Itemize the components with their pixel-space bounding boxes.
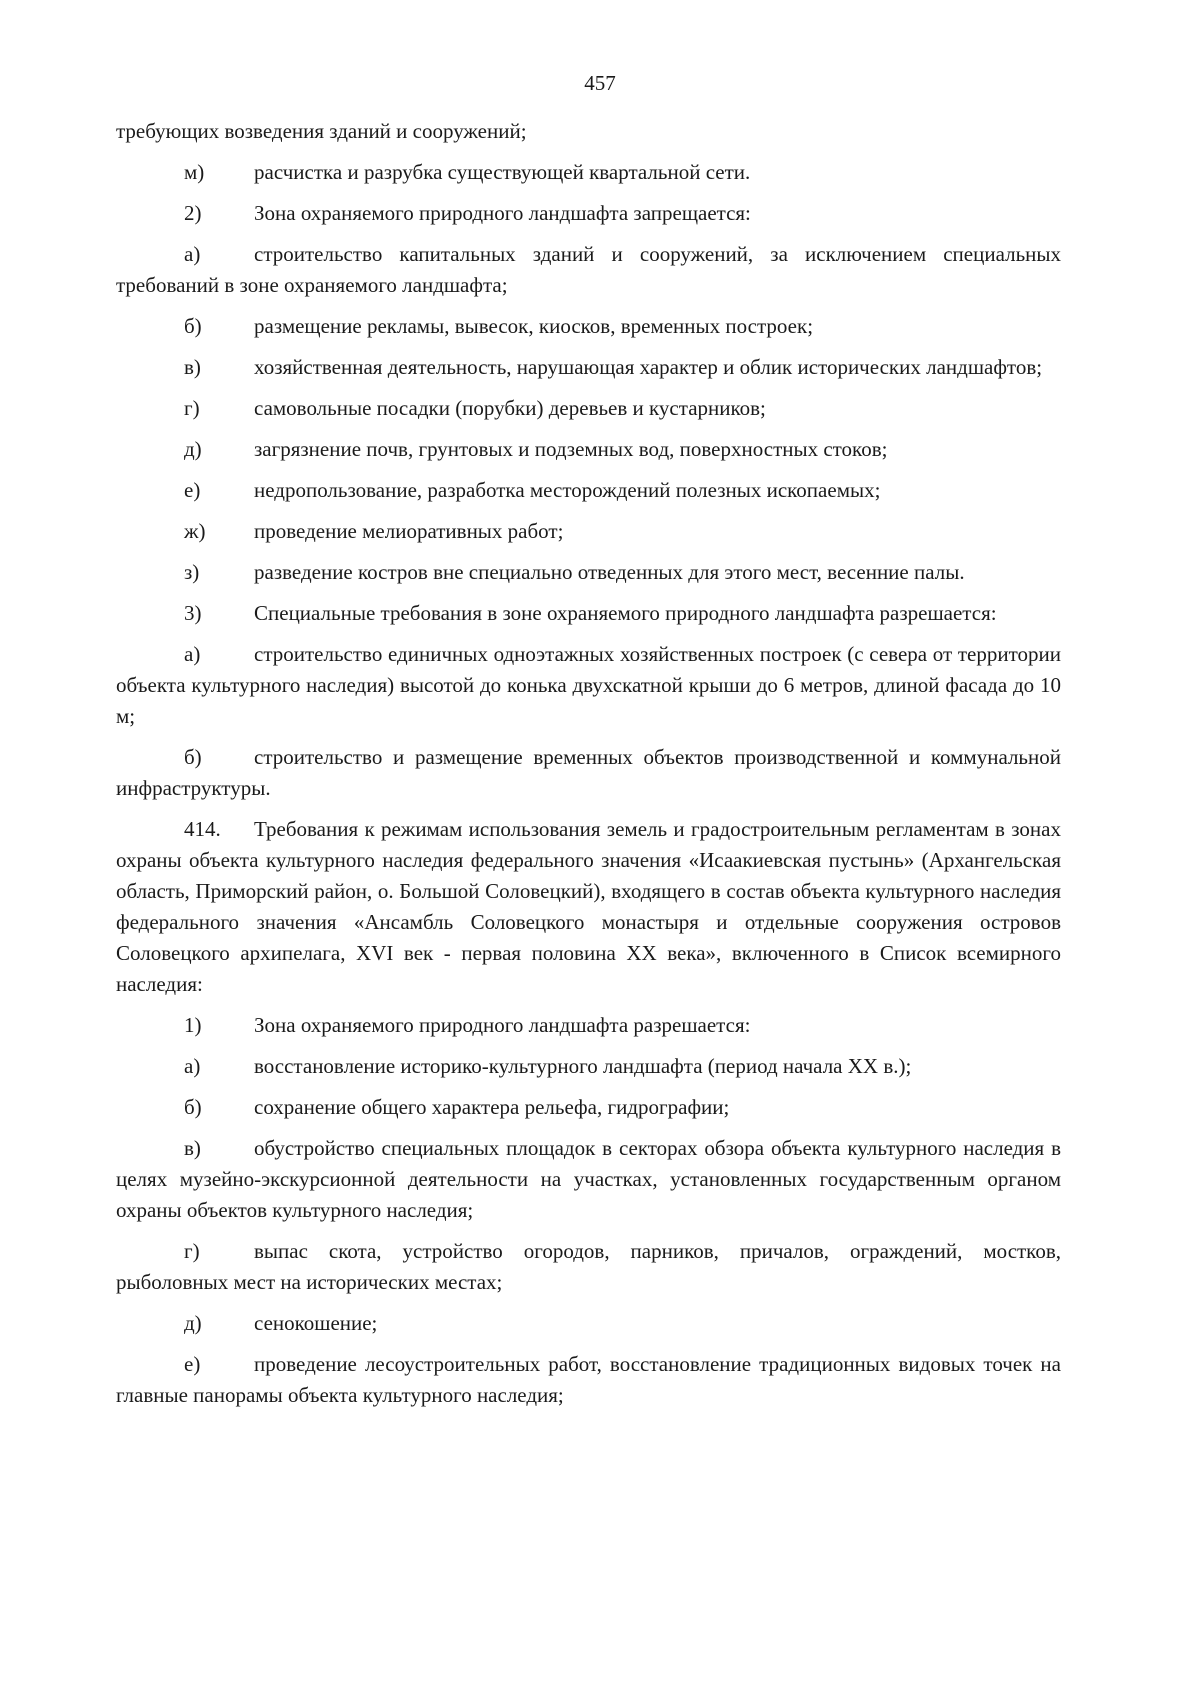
item-text: самовольные посадки (порубки) деревьев и кустарников; [254, 396, 766, 420]
page-number: 457 [584, 71, 616, 95]
item-label: б) [184, 745, 202, 769]
item-text: хозяйственная деятельность, нарушающая характер и облик исторических ландшафтов; [254, 355, 1043, 379]
list-item [116, 157, 1061, 188]
item-text: недропользование, разработка месторождений полезных ископаемых; [254, 478, 881, 502]
list-item [116, 393, 1061, 424]
item-label: б) [184, 314, 202, 338]
item-label: 2) [184, 201, 202, 225]
item-text: проведение мелиоративных работ; [254, 519, 564, 543]
item-text: восстановление историко-культурного ландшафта (период начала XX в.); [254, 1054, 912, 1078]
document-body [116, 116, 1061, 1411]
item-label: е) [184, 478, 201, 502]
item-text: сохранение общего характера рельефа, гидрографии; [254, 1095, 730, 1119]
list-item [116, 742, 1061, 804]
item-label: 414. [184, 817, 221, 841]
list-item [116, 116, 1061, 147]
item-text: строительство единичных одноэтажных хозяйственных построек (с севера от территории объекта культурного наследия) высотой до конька двухскатной крыши до 6 метров, длиной фасада до 10 м; [116, 642, 1061, 728]
item-label: б) [184, 1095, 202, 1119]
list-item [116, 516, 1061, 547]
list-item [116, 311, 1061, 342]
item-label: г) [184, 396, 200, 420]
item-text: расчистка и разрубка существующей квартальной сети. [254, 160, 751, 184]
list-item [116, 814, 1061, 1000]
item-label: 3) [184, 601, 202, 625]
item-text: выпас скота, устройство огородов, парников, причалов, ограждений, мостков, рыболовных мест на исторических местах; [116, 1239, 1061, 1294]
list-item [116, 1308, 1061, 1339]
item-label: ж) [184, 519, 206, 543]
item-label: д) [184, 1311, 202, 1335]
list-item [116, 1349, 1061, 1411]
item-text: загрязнение почв, грунтовых и подземных вод, поверхностных стоков; [254, 437, 888, 461]
item-text: строительство и размещение временных объектов производственной и коммунальной инфраструктуры. [116, 745, 1061, 800]
item-label: 1) [184, 1013, 202, 1037]
item-label: в) [184, 355, 201, 379]
list-item [116, 1092, 1061, 1123]
item-text: строительство капитальных зданий и сооружений, за исключением специальных требований в зоне охраняемого ландшафта; [116, 242, 1061, 297]
item-label: а) [184, 642, 201, 666]
list-item [116, 639, 1061, 732]
item-text: Специальные требования в зоне охраняемого природного ландшафта разрешается: [254, 601, 997, 625]
item-label: в) [184, 1136, 201, 1160]
item-label: а) [184, 242, 201, 266]
item-label: а) [184, 1054, 201, 1078]
item-label: е) [184, 1352, 201, 1376]
item-label: г) [184, 1239, 200, 1263]
item-text: проведение лесоустроительных работ, восстановление традиционных видовых точек на главные панорамы объекта культурного наследия; [116, 1352, 1061, 1407]
list-item [116, 198, 1061, 229]
list-item [116, 598, 1061, 629]
item-text: Зона охраняемого природного ландшафта запрещается: [254, 201, 751, 225]
list-item [116, 1133, 1061, 1226]
list-item [116, 434, 1061, 465]
list-item [116, 1236, 1061, 1298]
item-text: требующих возведения зданий и сооружений; [116, 119, 527, 143]
list-item [116, 352, 1061, 383]
list-item [116, 239, 1061, 301]
list-item [116, 475, 1061, 506]
item-label: з) [184, 560, 200, 584]
item-text: сенокошение; [254, 1311, 378, 1335]
item-text: Требования к режимам использования земель и градостроительным регламентам в зонах охраны объекта культурного наследия федерального значения «Исаакиевская пустынь» (Архангельская область, Приморский район, о. Большой Соловецкий), входящего в состав объекта культурного наследия федерального значения «Ансамбль Соловецкого монастыря и отдельные сооружения островов Соловецкого архипелага, XVI век - первая половина XX века», включенного в Список всемирного наследия: [116, 817, 1061, 996]
item-label: д) [184, 437, 202, 461]
list-item [116, 557, 1061, 588]
item-text: разведение костров вне специально отведенных для этого мест, весенние палы. [254, 560, 965, 584]
item-label: м) [184, 160, 205, 184]
item-text: размещение рекламы, вывесок, киосков, временных построек; [254, 314, 814, 338]
item-text: Зона охраняемого природного ландшафта разрешается: [254, 1013, 751, 1037]
list-item [116, 1010, 1061, 1041]
list-item [116, 1051, 1061, 1082]
item-text: обустройство специальных площадок в секторах обзора объекта культурного наследия в целях музейно-экскурсионной деятельности на участках, установленных государственным органом охраны объектов культурного наследия; [116, 1136, 1061, 1222]
